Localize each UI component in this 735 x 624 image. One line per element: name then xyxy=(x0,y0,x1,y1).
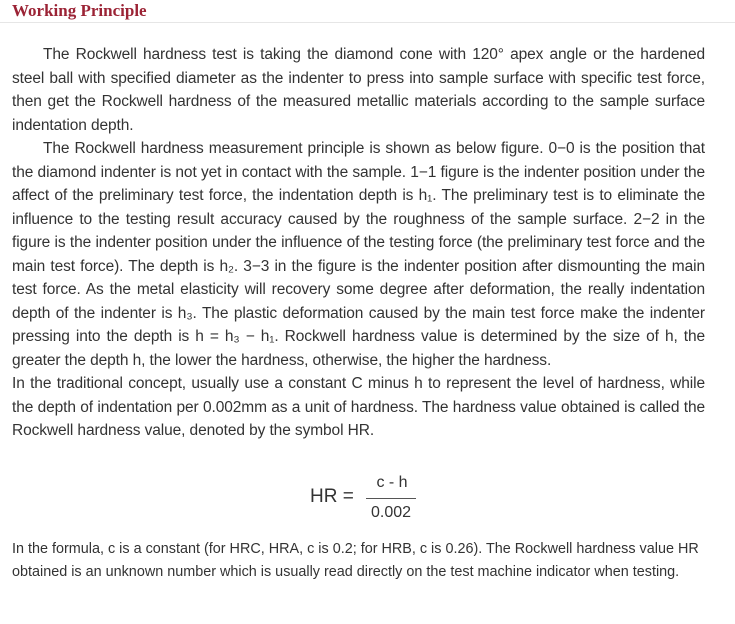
formula-numerator: c - h xyxy=(376,474,408,491)
formula-denominator: 0.002 xyxy=(370,504,412,521)
formula-explanation: In the formula, c is a constant (for HRC, HRA, c is 0.2; for HRB, c is 0.26). The Rockwell hardness value HR obtained is an unknown number which is usually read directly on the test machine indicator when testing. xyxy=(12,541,699,580)
paragraph-intro: The Rockwell hardness test is taking the diamond cone with 120° apex angle or the hardened steel ball with specified diameter as the indenter to press into sample surface with specific test force, then get the Rockwell hardness of the measured metallic materials according to the sample surface indentation depth. xyxy=(12,46,705,134)
section-heading: Working Principle xyxy=(12,1,147,20)
fraction-bar xyxy=(366,498,416,499)
paragraph-principle: The Rockwell hardness measurement principle is shown as below figure. 0−0 is the position that the diamond indenter is not yet in contact with the sample. 1−1 figure is the indenter position under the affect of the preliminary test force, the indentation depth is h₁. The preliminary test is to eliminate the influence to the testing result accuracy caused by the roughness of the sample surface. 2−2 in the figure is the indenter position under the influence of the testing force (the preliminary test force and the main test force). The depth is h₂. 3−3 in the figure is the indenter position after dismounting the main test force. As the metal elasticity will recovery some degree after deformation, the really indentation depth of the indenter is h₃. The plastic deformation caused by the main test force make the indenter pressing into the depth is h = h₃ − h₁. Rockwell hardness value is determined by the size of h, the greater the depth h, the lower the hardness, otherwise, the higher the hardness. xyxy=(12,140,705,369)
heading-divider xyxy=(0,22,735,23)
paragraph-concept: In the traditional concept, usually use a constant C minus h to represent the level of hardness, while the depth of indentation per 0.002mm as a unit of hardness. The hardness value obtained is called the Rockwell hardness value, denoted by the symbol HR. xyxy=(12,375,705,439)
formula-lhs: HR = xyxy=(310,486,354,507)
article-body xyxy=(12,43,705,443)
